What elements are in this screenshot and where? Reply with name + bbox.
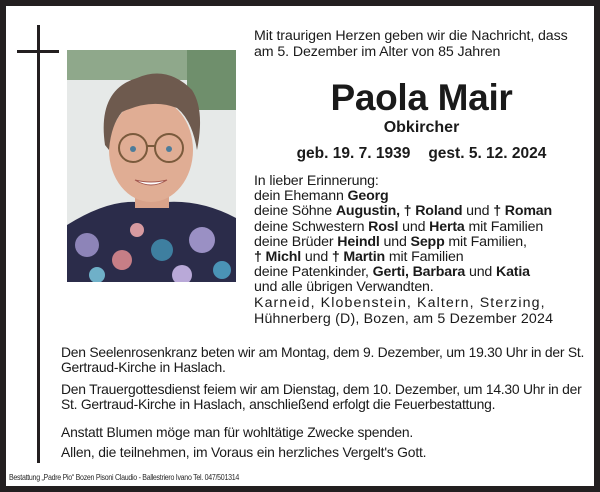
family-member-line (254, 265, 594, 280)
family-member-line (254, 220, 594, 235)
birth-date: geb. 19. 7. 1939 (296, 145, 411, 162)
family-relation-text: deine Söhne (254, 203, 336, 220)
family-members (254, 189, 594, 295)
family-member-name: † Michl (254, 249, 302, 266)
maiden-name: Obkircher (383, 119, 460, 136)
funeral-announcement: Den Trauergottesdienst feiem wir am Dienstag, dem 10. Dezember, um 14.30 Uhr in der St. Gertraud-Kirche in Haslach, anschließend erfolgt die Feuerbestattung. (61, 380, 582, 412)
intro-line-2: am 5. Dezember im Alter von 85 Jahren (254, 44, 501, 60)
cross-icon-horizontal (17, 50, 59, 53)
deceased-name: Paola Mair (330, 77, 513, 118)
family-member-name: † Martin (331, 249, 386, 266)
family-member-line (254, 280, 594, 295)
places-line-2: Hühnerberg (D), Bozen, am 5 Dezember 2024 (254, 310, 554, 327)
undertaker-footer: Bestattung „Padre Pio“ Bozen Pisoni Claudio - Ballestriero Ivano Tel. 047/501314 (9, 472, 239, 482)
portrait-photo (67, 50, 236, 282)
family-relation-text: und (301, 249, 332, 266)
closing-notes (61, 422, 591, 462)
family-relation-text: deine Patenkinder, (254, 264, 373, 281)
family-relation-text: dein Ehemann (254, 188, 348, 205)
family-member-name: Sepp (410, 233, 445, 250)
family-member-name: † Roman (493, 203, 553, 220)
family-relation-text: mit Familien (464, 218, 544, 235)
family-member-line (254, 204, 594, 219)
family-member-line (254, 189, 594, 204)
family-member-name: Gerti, Barbara (372, 264, 466, 281)
life-dates (254, 144, 589, 164)
family-member-line (254, 250, 594, 265)
family-relation-text: mit Familien (385, 249, 464, 266)
family-relation-text: und alle übrigen Verwandten. (254, 279, 434, 296)
family-member-name: Katia (495, 264, 530, 281)
death-date: gest. 5. 12. 2024 (428, 145, 547, 162)
portrait-illustration (67, 50, 236, 282)
places-line-1: Karneid, Klobenstein, Kaltern, Sterzing, (254, 295, 546, 311)
family-relation-text: deine Schwestern (254, 218, 369, 235)
intro-text (254, 28, 589, 60)
family-list (254, 174, 594, 296)
family-member-line (254, 235, 594, 250)
family-heading: In lieber Erinnerung: (254, 173, 379, 189)
family-relation-text: und (398, 218, 430, 235)
places-and-date (254, 296, 594, 327)
family-relation-text: und (465, 264, 496, 281)
family-member-name: Augustin, † Roland (335, 203, 463, 220)
family-relation-text: deine Brüder (254, 233, 338, 250)
family-relation-text: und (462, 203, 494, 220)
family-member-name: Georg (347, 188, 389, 205)
family-relation-text: und (379, 233, 411, 250)
family-member-name: Herta (429, 218, 465, 235)
family-member-name: Heindl (337, 233, 380, 250)
rosary-announcement: Den Seelenrosenkranz beten wir am Montag, dem 9. Dezember, um 19.30 Uhr in der St. Gertraud-Kirche in Haslach. (61, 344, 585, 376)
thanks-note: Allen, die teilnehmen, im Voraus ein herzliches Vergelt's Gott. (61, 444, 427, 460)
cross-icon-vertical (37, 25, 40, 463)
intro-line-1: Mit traurigen Herzen geben wir die Nachricht, dass (254, 28, 568, 44)
family-member-name: Rosl (368, 218, 399, 235)
donation-note: Anstatt Blumen möge man für wohltätige Zwecke spenden. (61, 424, 414, 440)
service-announcements (61, 345, 591, 418)
family-relation-text: mit Familien, (444, 233, 527, 250)
obituary-notice (6, 6, 594, 486)
